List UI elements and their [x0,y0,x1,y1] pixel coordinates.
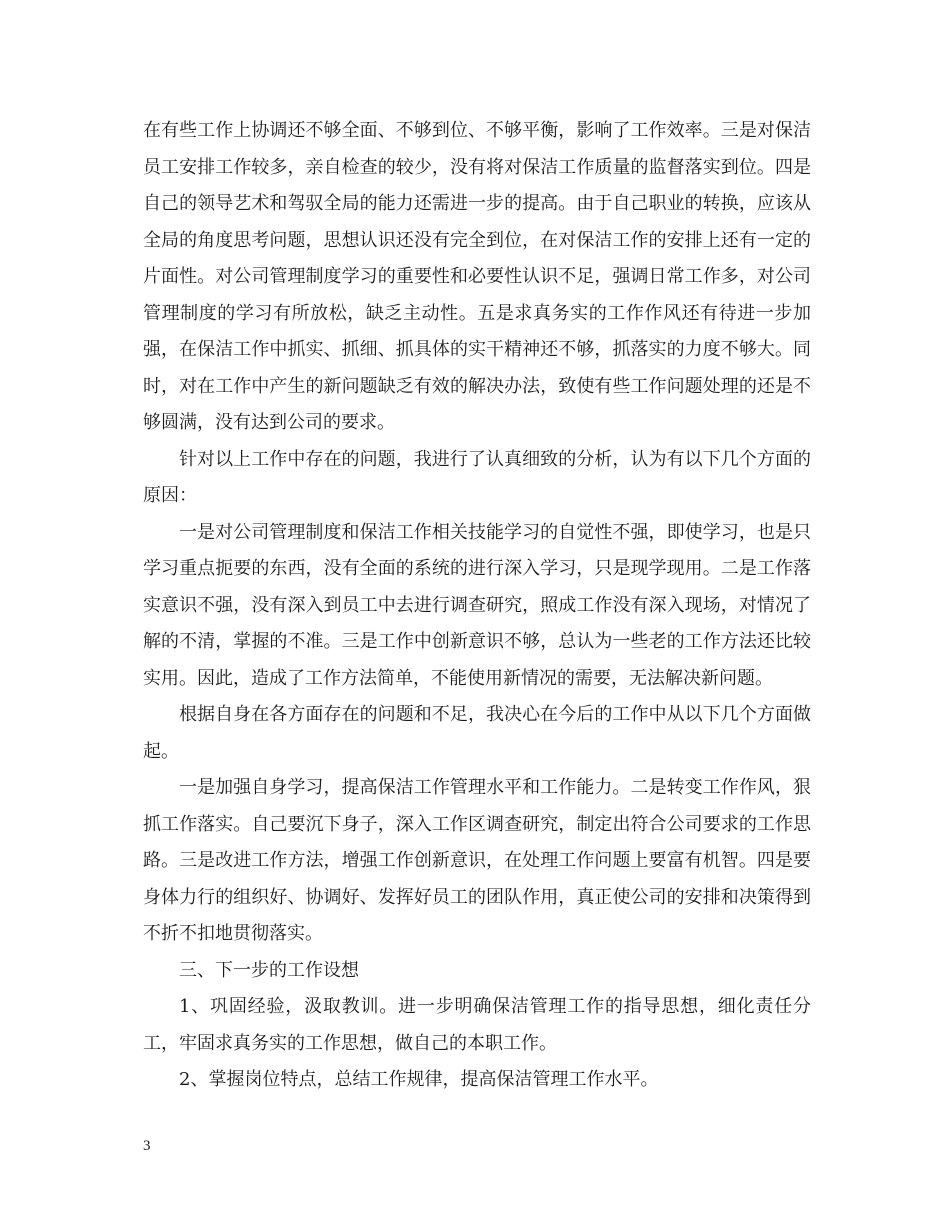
list-item-2: 2、掌握岗位特点，总结工作规律，提高保洁管理工作水平。 [179,1069,659,1090]
paragraph-causes: 一是对公司管理制度和保洁工作相关技能学习的自觉性不强，即使学习，也是只学习重点扼要的东西，没有全面的系统的进行深入学习，只是现学现用。二是工作落实意识不强，没有深入到员工中去进行调查研究，照成工作没有深入现场，对情况了解的不清，掌握的不准。三是工作中创新意识不够，总认为一些老的工作方法还比较实用。因此，造成了工作方法简单，不能使用新情况的需要，无法解决新问题。 [143,521,811,689]
paragraph-problem-analysis: 针对以上工作中存在的问题，我进行了认真细致的分析，认为有以下几个方面的原因： [143,448,811,506]
document-body [143,113,811,1099]
paragraph-continuation: 在有些工作上协调还不够全面、不够到位、不够平衡，影响了工作效率。三是对保洁员工安排工作较多，亲自检查的较少，没有将对保洁工作质量的监督落实到位。四是自己的领导艺术和驾驭全局的能力还需进一步的提高。由于自己职业的转换，应该从全局的角度思考问题，思想认识还没有完全到位，在对保洁工作的安排上还有一定的片面性。对公司管理制度学习的重要性和必要性认识不足，强调日常工作多，对公司管理制度的学习有所放松，缺乏主动性。五是求真务实的工作作风还有待进一步加强，在保洁工作中抓实、抓细、抓具体的实干精神还不够，抓落实的力度不够大。同时，对在工作中产生的新问题缺乏有效的解决办法，致使有些工作问题处理的还是不够圆满，没有达到公司的要求。 [143,120,811,433]
section-heading-next-steps: 三、下一步的工作设想 [179,959,359,981]
list-item-1: 1、巩固经验，汲取教训。进一步明确保洁管理工作的指导思想，细化责任分工，牢固求真务实的工作思想，做自己的本职工作。 [143,996,811,1054]
paragraph-measures: 一是加强自身学习，提高保洁工作管理水平和工作能力。二是转变工作作风，狠抓工作落实。自己要沉下身子，深入工作区调查研究，制定出符合公司要求的工作思路。三是改进工作方法，增强工作创新意识，在处理工作问题上要富有机智。四是要身体力行的组织好、协调好、发挥好员工的团队作用，真正使公司的安排和决策得到不折不扣地贯彻落实。 [143,777,811,944]
paragraph-resolution: 根据自身在各方面存在的问题和不足，我决心在今后的工作中从以下几个方面做起。 [143,704,811,762]
page-number: 3 [143,1138,151,1154]
